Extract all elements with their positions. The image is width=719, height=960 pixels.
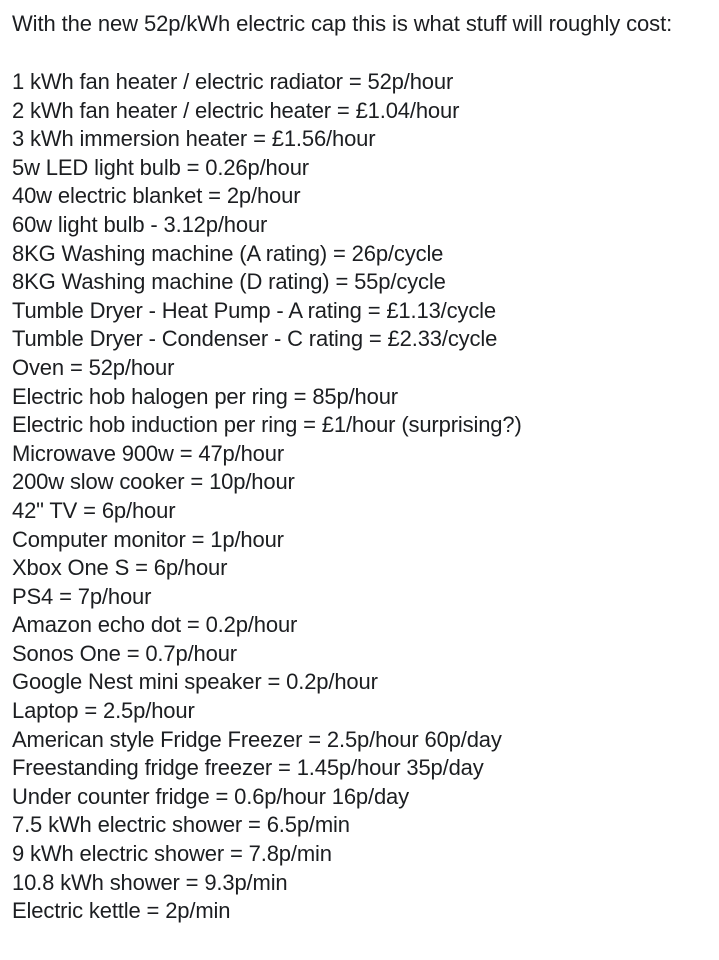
- list-item: Electric hob induction per ring = £1/hour (surprising?): [12, 412, 522, 438]
- list-item: 60w light bulb - 3.12p/hour: [12, 211, 268, 237]
- list-item: Under counter fridge = 0.6p/hour 16p/day: [12, 783, 409, 809]
- list-item: American style Fridge Freezer = 2.5p/hour 60p/day: [12, 726, 502, 752]
- list-item: Electric kettle = 2p/min: [12, 898, 231, 924]
- list-item: Electric hob halogen per ring = 85p/hour: [12, 383, 398, 409]
- list-item: 42" TV = 6p/hour: [12, 497, 176, 523]
- list-item: 2 kWh fan heater / electric heater = £1.04/hour: [12, 97, 460, 123]
- list-item: Amazon echo dot = 0.2p/hour: [12, 612, 298, 638]
- list-item: 8KG Washing machine (A rating) = 26p/cycle: [12, 240, 444, 266]
- list-item: Google Nest mini speaker = 0.2p/hour: [12, 669, 378, 695]
- list-item: 7.5 kWh electric shower = 6.5p/min: [12, 812, 350, 838]
- list-item: 5w LED light bulb = 0.26p/hour: [12, 154, 309, 180]
- list-item: Xbox One S = 6p/hour: [12, 555, 228, 581]
- list-item: Computer monitor = 1p/hour: [12, 526, 284, 552]
- post-text: [12, 10, 712, 926]
- post-intro: With the new 52p/kWh electric cap this is what stuff will roughly cost:: [12, 11, 673, 36]
- list-item: 200w slow cooker = 10p/hour: [12, 469, 295, 495]
- list-item: 1 kWh fan heater / electric radiator = 52p/hour: [12, 69, 454, 94]
- list-item: Microwave 900w = 47p/hour: [12, 440, 285, 466]
- list-item: Laptop = 2.5p/hour: [12, 698, 195, 724]
- list-item: 3 kWh immersion heater = £1.56/hour: [12, 126, 376, 152]
- list-item: PS4 = 7p/hour: [12, 583, 152, 609]
- list-item: Sonos One = 0.7p/hour: [12, 640, 237, 666]
- list-item: Oven = 52p/hour: [12, 354, 175, 380]
- list-item: 9 kWh electric shower = 7.8p/min: [12, 841, 332, 867]
- list-item: Tumble Dryer - Heat Pump - A rating = £1.13/cycle: [12, 297, 496, 323]
- list-item: Tumble Dryer - Condenser - C rating = £2.33/cycle: [12, 326, 498, 352]
- list-item: 10.8 kWh shower = 9.3p/min: [12, 869, 288, 895]
- list-item: 8KG Washing machine (D rating) = 55p/cycle: [12, 269, 446, 295]
- list-item: Freestanding fridge freezer = 1.45p/hour 35p/day: [12, 755, 484, 781]
- list-item: 40w electric blanket = 2p/hour: [12, 183, 301, 209]
- cost-list: [12, 68, 712, 926]
